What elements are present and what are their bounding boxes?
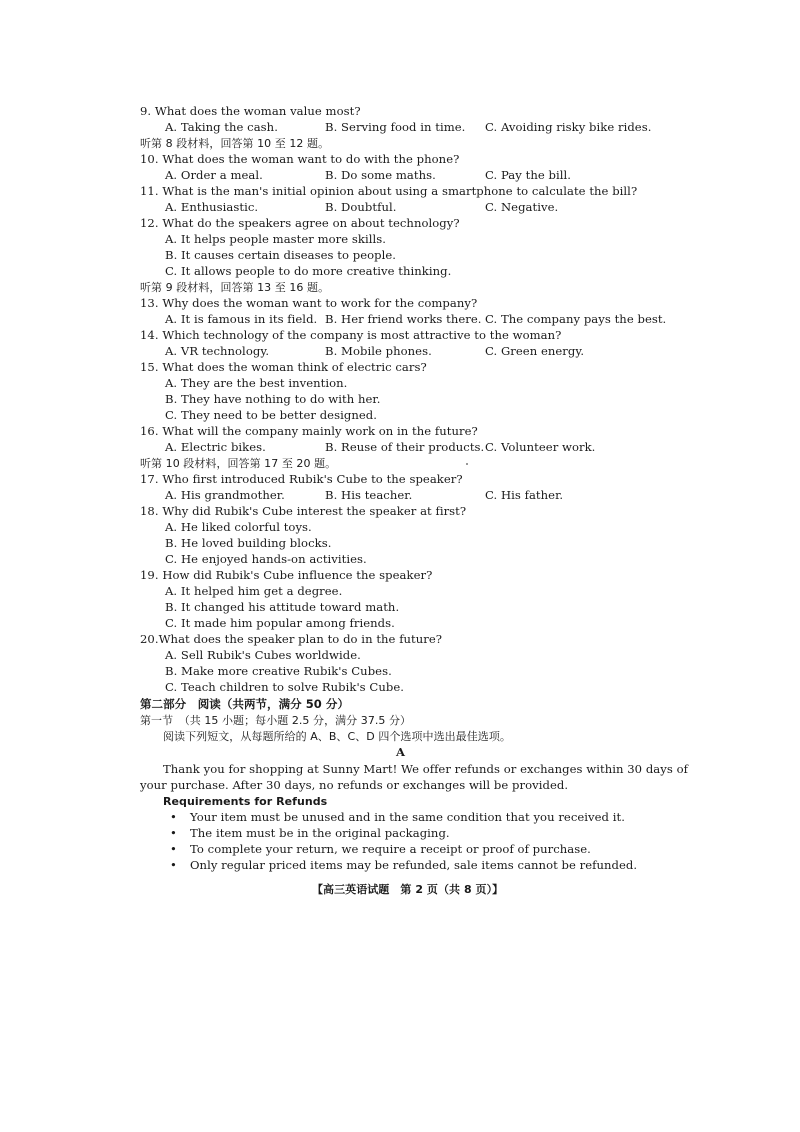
question-9-option-b: B. Serving food in time. xyxy=(325,120,466,134)
question-9-stem: 9. What does the woman value most? xyxy=(140,104,361,118)
bullet-icon: • xyxy=(170,858,177,872)
part-2-heading: 第二部分 阅读（共两节，满分 50 分） xyxy=(140,697,350,711)
question-14-stem: 14. Which technology of the company is most attractive to the woman? xyxy=(140,328,562,342)
refund-requirement-item: To complete your return, we require a receipt or proof of purchase. xyxy=(190,842,591,856)
question-17-option-b: B. His teacher. xyxy=(325,488,413,502)
question-20-stem: 20.What does the speaker plan to do in the future? xyxy=(140,632,443,646)
passage-paragraph-line-1: Thank you for shopping at Sunny Mart! We offer refunds or exchanges within 30 days of xyxy=(163,762,688,776)
bullet-icon: • xyxy=(170,842,177,856)
question-13-option-c: C. The company pays the best. xyxy=(485,312,667,326)
question-16-option-b: B. Reuse of their products. xyxy=(325,440,485,454)
question-15-stem: 15. What does the woman think of electric cars? xyxy=(140,360,427,374)
question-15-option-a: A. They are the best invention. xyxy=(165,376,348,390)
question-18-option-a: A. He liked colorful toys. xyxy=(165,520,312,534)
question-20-option-c: C. Teach children to solve Rubik's Cube. xyxy=(165,680,404,694)
question-12-option-b: B. It causes certain diseases to people. xyxy=(165,248,397,262)
question-17-option-c: C. His father. xyxy=(485,488,564,502)
refund-requirement-item: Only regular priced items may be refunded, sale items cannot be refunded. xyxy=(190,858,638,872)
question-10-option-a: A. Order a meal. xyxy=(165,168,263,182)
question-17-stem: 17. Who first introduced Rubik's Cube to the speaker? xyxy=(140,472,463,486)
question-12-option-a: A. It helps people master more skills. xyxy=(165,232,386,246)
question-15-option-c: C. They need to be better designed. xyxy=(165,408,377,422)
question-12-stem: 12. What do the speakers agree on about technology? xyxy=(140,216,460,230)
question-9-option-a: A. Taking the cash. xyxy=(165,120,278,134)
reading-instruction: 阅读下列短文，从每题所给的 A、B、C、D 四个选项中选出最佳选项。 xyxy=(163,730,511,743)
bullet-icon: • xyxy=(170,826,177,840)
question-14-option-a: A. VR technology. xyxy=(165,344,270,358)
scan-speck xyxy=(466,463,468,465)
question-13-option-b: B. Her friend works there. xyxy=(325,312,482,326)
question-14-option-c: C. Green energy. xyxy=(485,344,585,358)
question-18-option-b: B. He loved building blocks. xyxy=(165,536,332,550)
question-16-option-c: C. Volunteer work. xyxy=(485,440,596,454)
question-20-option-a: A. Sell Rubik's Cubes worldwide. xyxy=(165,648,361,662)
question-11-option-c: C. Negative. xyxy=(485,200,559,214)
question-18-stem: 18. Why did Rubik's Cube interest the speaker at first? xyxy=(140,504,467,518)
question-14-option-b: B. Mobile phones. xyxy=(325,344,432,358)
question-16-stem: 16. What will the company mainly work on in the future? xyxy=(140,424,478,438)
passage-letter: A xyxy=(396,745,406,759)
question-13-option-a: A. It is famous in its field. xyxy=(165,312,318,326)
question-20-option-b: B. Make more creative Rubik's Cubes. xyxy=(165,664,392,678)
question-11-stem: 11. What is the man's initial opinion about using a smartphone to calculate the bill? xyxy=(140,184,638,198)
refund-requirement-item: Your item must be unused and in the same condition that you received it. xyxy=(190,810,625,824)
question-10-option-b: B. Do some maths. xyxy=(325,168,436,182)
question-16-option-a: A. Electric bikes. xyxy=(165,440,266,454)
refund-requirement-item: The item must be in the original packaging. xyxy=(190,826,450,840)
question-10-option-c: C. Pay the bill. xyxy=(485,168,571,182)
bullet-icon: • xyxy=(170,810,177,824)
question-17-option-a: A. His grandmother. xyxy=(165,488,285,502)
question-19-stem: 19. How did Rubik's Cube influence the speaker? xyxy=(140,568,433,582)
section-10-heading: 听第 10 段材料，回答第 17 至 20 题。 xyxy=(140,457,337,470)
passage-paragraph-line-2: your purchase. After 30 days, no refunds or exchanges will be provided. xyxy=(140,778,569,792)
page-footer: 【高三英语试题 第 2 页（共 8 页）】 xyxy=(312,883,504,896)
question-9-option-c: C. Avoiding risky bike rides. xyxy=(485,120,652,134)
question-10-stem: 10. What does the woman want to do with the phone? xyxy=(140,152,460,166)
question-12-option-c: C. It allows people to do more creative thinking. xyxy=(165,264,452,278)
question-19-option-a: A. It helped him get a degree. xyxy=(165,584,343,598)
section-9-heading: 听第 9 段材料，回答第 13 至 16 题。 xyxy=(140,281,330,294)
refund-requirements-heading: Requirements for Refunds xyxy=(163,795,328,808)
question-13-stem: 13. Why does the woman want to work for the company? xyxy=(140,296,478,310)
question-15-option-b: B. They have nothing to do with her. xyxy=(165,392,381,406)
question-19-option-c: C. It made him popular among friends. xyxy=(165,616,395,630)
question-18-option-c: C. He enjoyed hands-on activities. xyxy=(165,552,367,566)
question-11-option-b: B. Doubtful. xyxy=(325,200,397,214)
section-8-heading: 听第 8 段材料，回答第 10 至 12 题。 xyxy=(140,137,330,150)
question-11-option-a: A. Enthusiastic. xyxy=(165,200,259,214)
section-1-heading: 第一节 （共 15 小题；每小题 2.5 分，满分 37.5 分） xyxy=(140,714,412,727)
question-19-option-b: B. It changed his attitude toward math. xyxy=(165,600,400,614)
